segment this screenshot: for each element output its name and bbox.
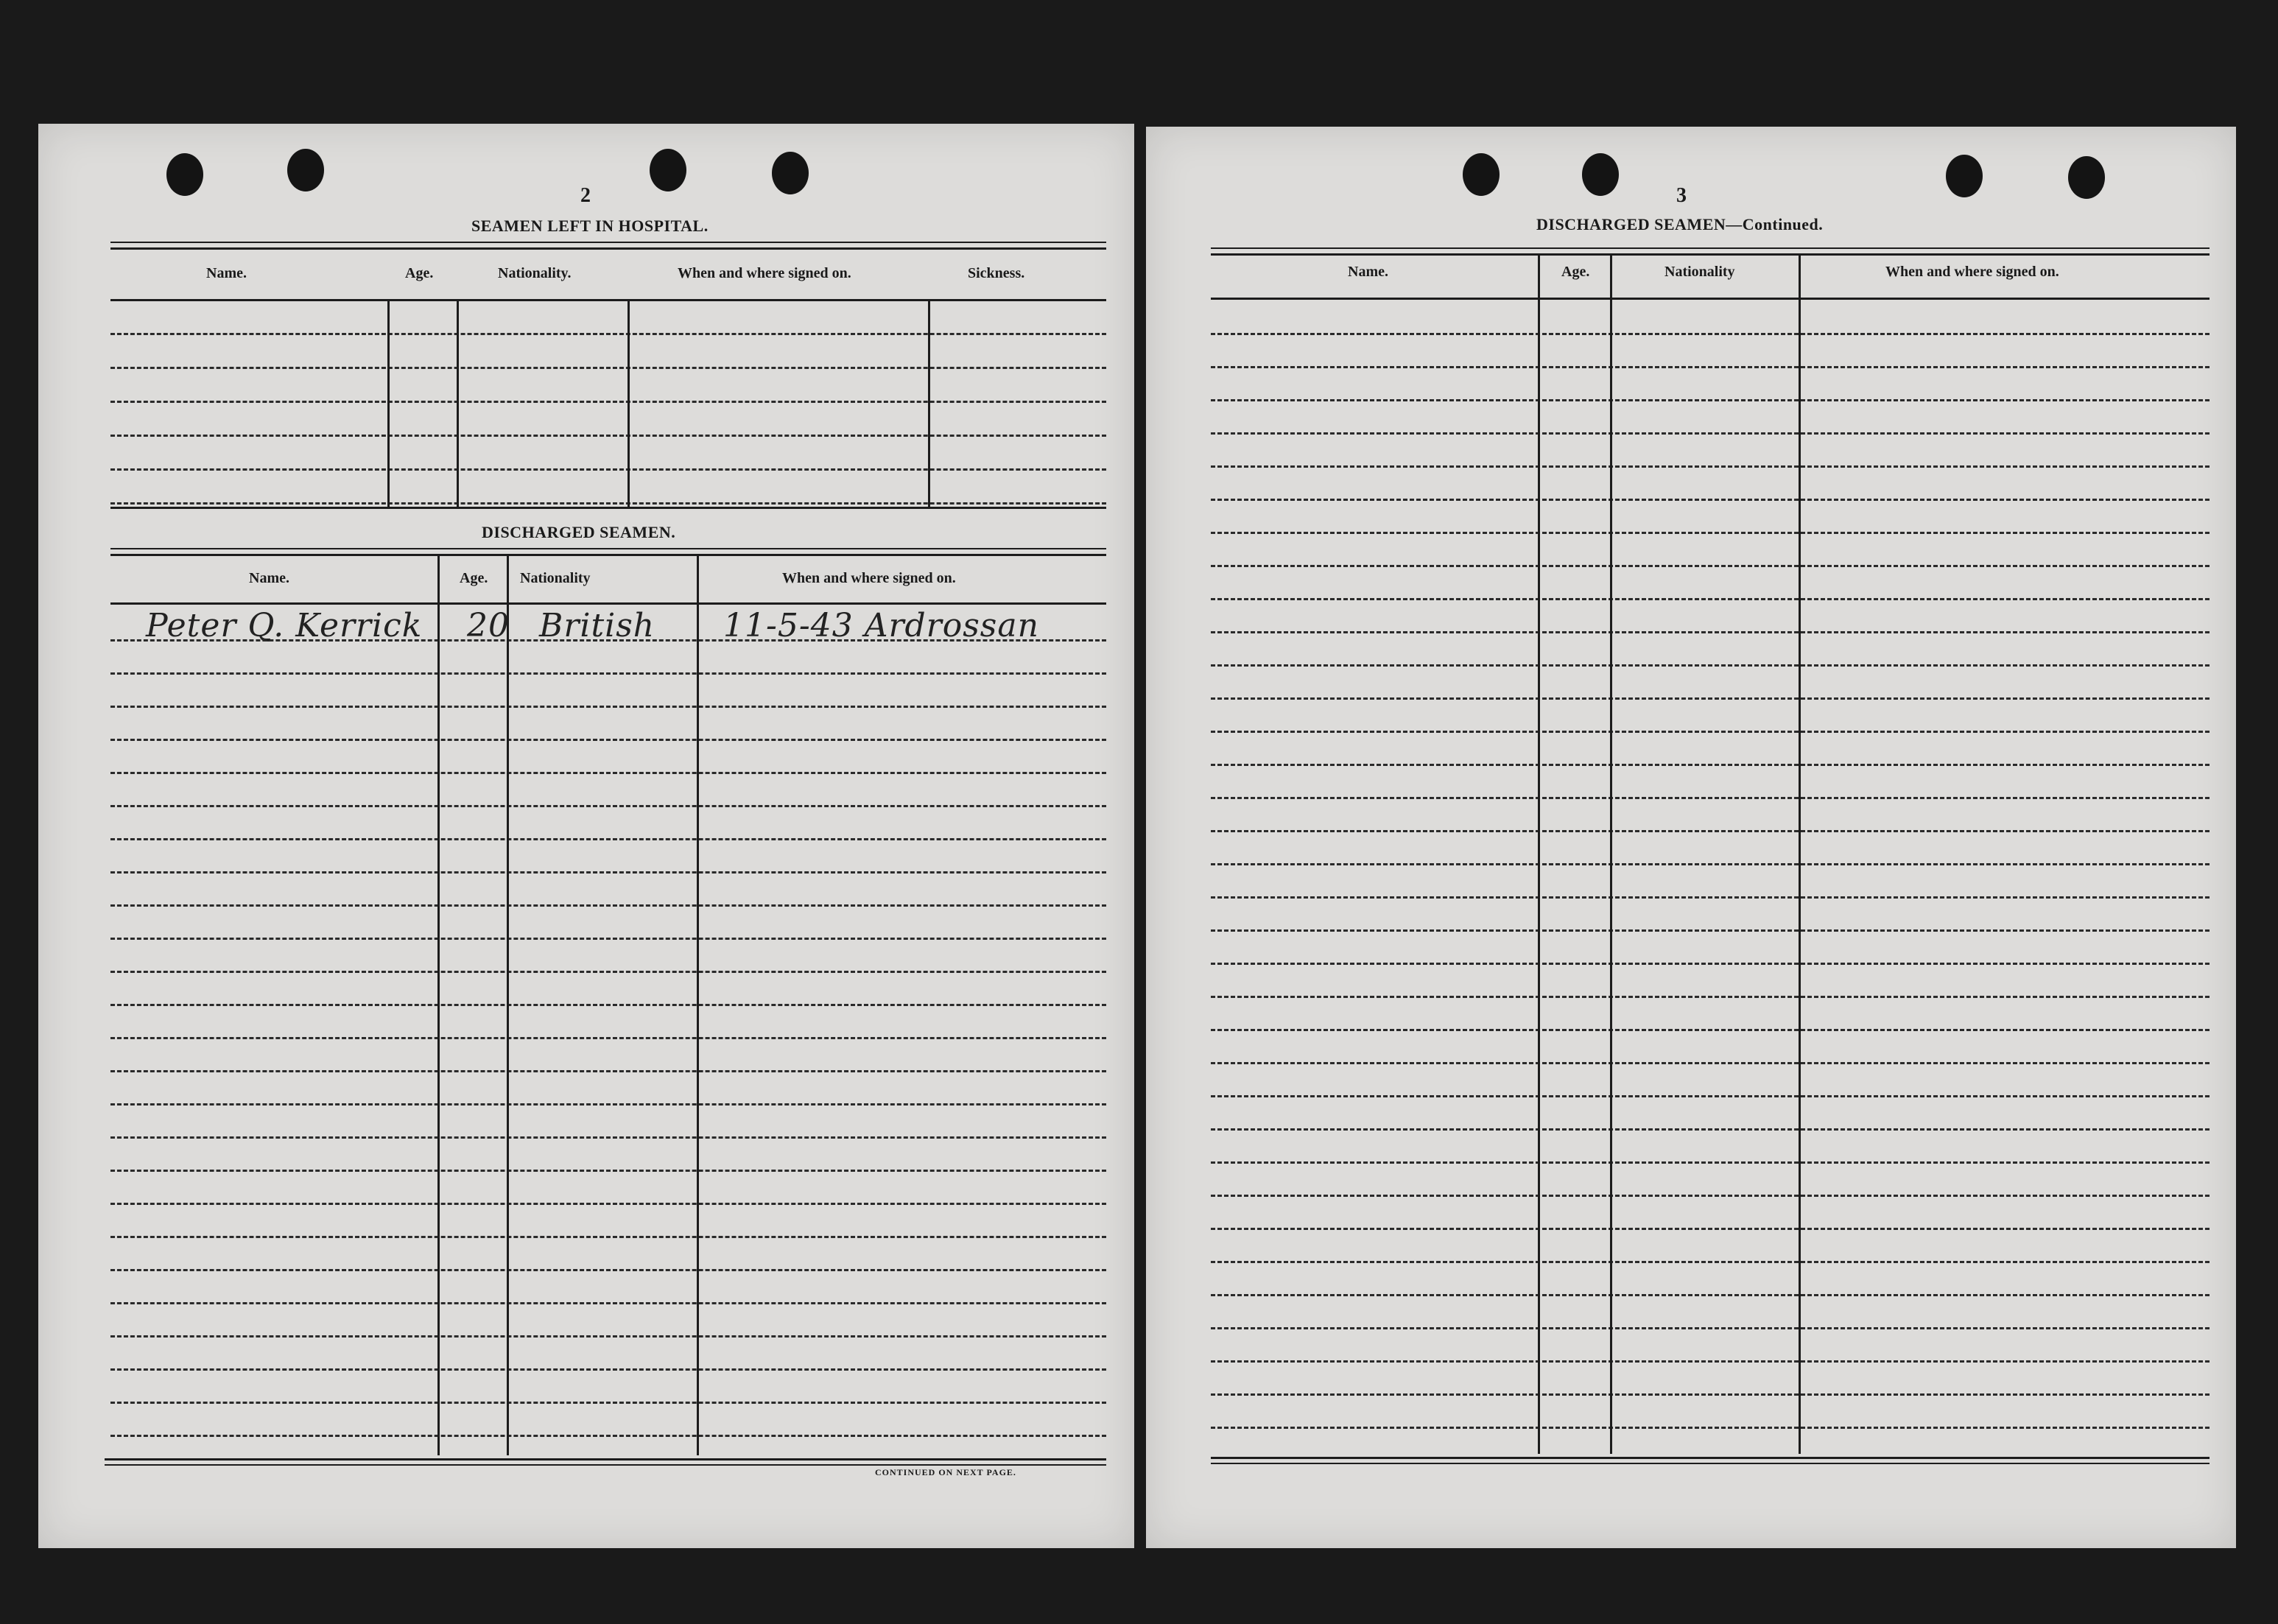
row-line	[110, 468, 1106, 471]
table-rule	[1211, 298, 2210, 300]
table-rule	[1211, 1463, 2210, 1464]
row-line	[110, 1368, 1106, 1371]
row-line	[1211, 664, 2210, 667]
table-rule	[110, 247, 1106, 250]
row-line	[1211, 863, 2210, 865]
punch-hole	[650, 149, 686, 191]
table-rule	[110, 299, 1106, 301]
row-line	[1211, 830, 2210, 832]
table-rule	[105, 1464, 1106, 1466]
column-header-name: Name.	[249, 570, 289, 586]
column-header-name: Name.	[206, 265, 247, 281]
row-line	[110, 1203, 1106, 1205]
row-line	[110, 1302, 1106, 1304]
row-line	[1211, 1128, 2210, 1131]
row-line	[110, 1136, 1106, 1139]
row-line	[110, 435, 1106, 437]
page-number: 2	[580, 184, 591, 207]
punch-hole	[1582, 153, 1619, 196]
row-line	[1211, 764, 2210, 766]
row-line	[1211, 963, 2210, 965]
row-line	[110, 639, 1106, 641]
punch-hole	[287, 149, 324, 191]
row-line	[110, 401, 1106, 403]
handwritten-signed-on: 11-5-43 Ardrossan	[723, 607, 1039, 644]
table-rule	[1211, 247, 2210, 249]
row-line	[1211, 432, 2210, 435]
column-header-signed-on: When and where signed on.	[678, 265, 851, 281]
column-header-sickness: Sickness.	[968, 265, 1025, 281]
right-page	[1146, 127, 2236, 1548]
row-line	[1211, 499, 2210, 501]
column-header-name: Name.	[1348, 264, 1388, 280]
row-line	[110, 1269, 1106, 1271]
punch-hole	[2068, 156, 2105, 199]
row-line	[110, 1335, 1106, 1337]
table-rule	[1211, 1457, 2210, 1459]
section-title-hospital: SEAMEN LEFT IN HOSPITAL.	[471, 217, 709, 235]
row-line	[1211, 731, 2210, 733]
row-line	[1211, 1393, 2210, 1396]
handwritten-nationality: British	[539, 607, 655, 644]
row-line	[1211, 1327, 2210, 1329]
table-rule	[110, 242, 1106, 243]
row-line	[110, 1103, 1106, 1105]
handwritten-name: Peter Q. Kerrick	[146, 607, 423, 644]
row-line	[1211, 1195, 2210, 1197]
column-divider	[627, 299, 630, 507]
punch-hole	[1946, 155, 1983, 197]
column-divider	[1799, 253, 1801, 1454]
row-line	[1211, 697, 2210, 700]
row-line	[1211, 1062, 2210, 1064]
column-header-age: Age.	[1561, 264, 1590, 280]
table-rule	[105, 1458, 1106, 1460]
row-line	[110, 938, 1106, 940]
row-line	[110, 971, 1106, 973]
row-line	[110, 706, 1106, 708]
column-divider	[1538, 253, 1540, 1454]
row-line	[1211, 929, 2210, 932]
table-rule	[110, 548, 1106, 549]
column-header-signed-on: When and where signed on.	[782, 570, 956, 586]
table-rule	[110, 554, 1106, 556]
row-line	[110, 1402, 1106, 1404]
column-header-nationality: Nationality	[520, 570, 591, 586]
row-line	[1211, 1261, 2210, 1263]
section-title-discharged-continued: DISCHARGED SEAMEN—Continued.	[1536, 215, 1824, 233]
punch-hole	[1463, 153, 1500, 196]
left-page	[38, 124, 1134, 1548]
column-header-age: Age.	[405, 265, 434, 281]
row-line	[1211, 399, 2210, 401]
row-line	[1211, 565, 2210, 567]
row-line	[110, 1004, 1106, 1006]
row-line	[110, 805, 1106, 807]
punch-hole	[166, 153, 203, 196]
row-line	[110, 772, 1106, 774]
row-line	[110, 1037, 1106, 1039]
row-line	[1211, 1228, 2210, 1230]
column-header-age: Age.	[460, 570, 488, 586]
row-line	[110, 1435, 1106, 1437]
row-line	[1211, 1029, 2210, 1031]
row-line	[110, 1070, 1106, 1072]
row-line	[110, 1170, 1106, 1172]
row-line	[1211, 896, 2210, 899]
column-divider	[1610, 253, 1612, 1454]
row-line	[110, 502, 1106, 505]
row-line	[1211, 532, 2210, 534]
row-line	[1211, 1161, 2210, 1164]
row-line	[1211, 1095, 2210, 1097]
column-divider	[928, 299, 930, 507]
table-rule	[110, 602, 1106, 605]
column-divider	[437, 554, 440, 1455]
row-line	[110, 1236, 1106, 1238]
row-line	[1211, 631, 2210, 633]
column-divider	[507, 554, 509, 1455]
row-line	[1211, 1427, 2210, 1429]
row-line	[110, 333, 1106, 335]
page-number: 3	[1676, 184, 1687, 207]
row-line	[110, 838, 1106, 840]
punch-hole	[772, 152, 809, 194]
row-line	[1211, 598, 2210, 600]
continued-note: CONTINUED ON NEXT PAGE.	[875, 1467, 1016, 1477]
row-line	[1211, 465, 2210, 468]
row-line	[110, 672, 1106, 675]
row-line	[110, 871, 1106, 873]
column-header-nationality: Nationality.	[498, 265, 572, 281]
row-line	[110, 904, 1106, 907]
row-line	[1211, 1294, 2210, 1296]
row-line	[110, 367, 1106, 369]
column-divider	[697, 554, 699, 1455]
row-line	[1211, 366, 2210, 368]
table-rule	[1211, 253, 2210, 256]
column-header-signed-on: When and where signed on.	[1885, 264, 2059, 280]
handwritten-age: 20	[467, 607, 510, 644]
row-line	[1211, 797, 2210, 799]
column-divider	[387, 299, 390, 507]
row-line	[1211, 996, 2210, 998]
row-line	[1211, 1360, 2210, 1363]
row-line	[1211, 333, 2210, 335]
column-header-nationality: Nationality	[1664, 264, 1735, 280]
column-divider	[457, 299, 459, 507]
section-title-discharged: DISCHARGED SEAMEN.	[482, 523, 676, 541]
table-rule	[110, 507, 1106, 509]
row-line	[110, 739, 1106, 741]
